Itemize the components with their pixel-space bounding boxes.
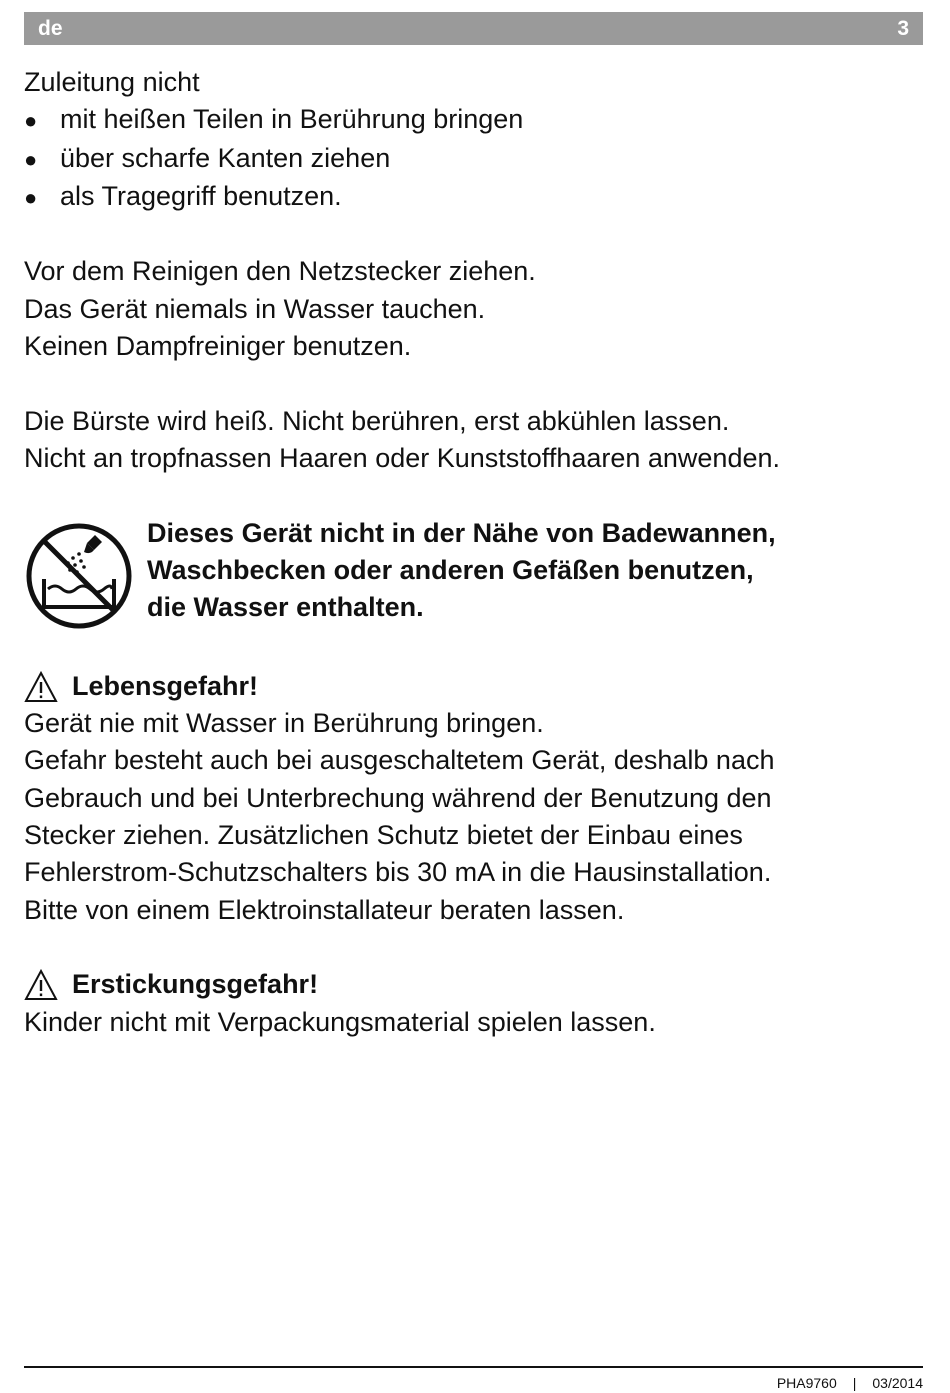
brush-line: Nicht an tropfnassen Haaren oder Kunststoffhaaren anwenden. bbox=[24, 442, 780, 473]
water-warning-line: die Wasser enthalten. bbox=[147, 592, 424, 623]
danger-suffocation-heading bbox=[24, 966, 904, 1003]
list-item bbox=[24, 101, 904, 139]
bullet-icon: ● bbox=[24, 108, 38, 134]
footer-divider bbox=[24, 1366, 923, 1368]
list-item bbox=[24, 178, 904, 216]
list-item-text: mit heißen Teilen in Berührung bringen bbox=[60, 104, 524, 135]
footer-separator: | bbox=[852, 1375, 857, 1391]
water-warning bbox=[24, 515, 904, 631]
brush-line: Die Bürste wird heiß. Nicht berühren, erst abkühlen lassen. bbox=[24, 405, 730, 436]
list-item-text: als Tragegriff benutzen. bbox=[60, 180, 342, 211]
brush-section bbox=[24, 403, 904, 478]
model-number: PHA9760 bbox=[776, 1375, 837, 1391]
danger-life-line: Bitte von einem Elektroinstallateur beraten lassen. bbox=[24, 894, 625, 925]
danger-life-line: Gebrauch und bei Unterbrechung während der Benutzung den bbox=[24, 782, 772, 813]
header-bar bbox=[24, 12, 923, 45]
footer bbox=[777, 1375, 923, 1391]
no-water-icon bbox=[24, 521, 134, 631]
danger-suffocation-title: Erstickungsgefahr! bbox=[72, 969, 319, 1000]
warning-triangle-icon bbox=[24, 969, 58, 1001]
language-code: de bbox=[38, 17, 63, 40]
cord-intro: Zuleitung nicht bbox=[24, 67, 200, 97]
danger-life-title: Lebensgefahr! bbox=[72, 670, 259, 701]
cleaning-line: Keinen Dampfreiniger benutzen. bbox=[24, 331, 412, 362]
danger-life-section bbox=[24, 668, 904, 929]
danger-life-heading bbox=[24, 668, 904, 705]
danger-life-line: Gefahr besteht auch bei ausgeschaltetem Gerät, deshalb nach bbox=[24, 745, 775, 776]
bullet-icon: ● bbox=[24, 146, 38, 172]
danger-life-line: Gerät nie mit Wasser in Berührung bringen. bbox=[24, 708, 544, 739]
danger-suffocation-line: Kinder nicht mit Verpackungsmaterial spielen lassen. bbox=[24, 1006, 656, 1037]
danger-suffocation-section bbox=[24, 966, 904, 1041]
cleaning-line: Das Gerät niemals in Wasser tauchen. bbox=[24, 293, 486, 324]
bullet-icon: ● bbox=[24, 184, 38, 210]
water-warning-text bbox=[147, 515, 776, 627]
list-item bbox=[24, 140, 904, 178]
list-item-text: über scharfe Kanten ziehen bbox=[60, 142, 391, 173]
danger-life-line: Stecker ziehen. Zusätzlichen Schutz bietet der Einbau eines bbox=[24, 820, 743, 851]
warning-triangle-icon bbox=[24, 671, 58, 703]
water-warning-line: Dieses Gerät nicht in der Nähe von Badewannen, bbox=[147, 517, 776, 548]
cord-section bbox=[24, 64, 904, 216]
cleaning-line: Vor dem Reinigen den Netzstecker ziehen. bbox=[24, 256, 536, 287]
water-warning-line: Waschbecken oder anderen Gefäßen benutzen, bbox=[147, 554, 754, 585]
page-number: 3 bbox=[897, 17, 909, 40]
revision-date: 03/2014 bbox=[872, 1375, 923, 1391]
page-content bbox=[24, 64, 904, 1041]
cleaning-section bbox=[24, 253, 904, 365]
danger-life-line: Fehlerstrom-Schutzschalters bis 30 mA in die Hausinstallation. bbox=[24, 857, 772, 888]
